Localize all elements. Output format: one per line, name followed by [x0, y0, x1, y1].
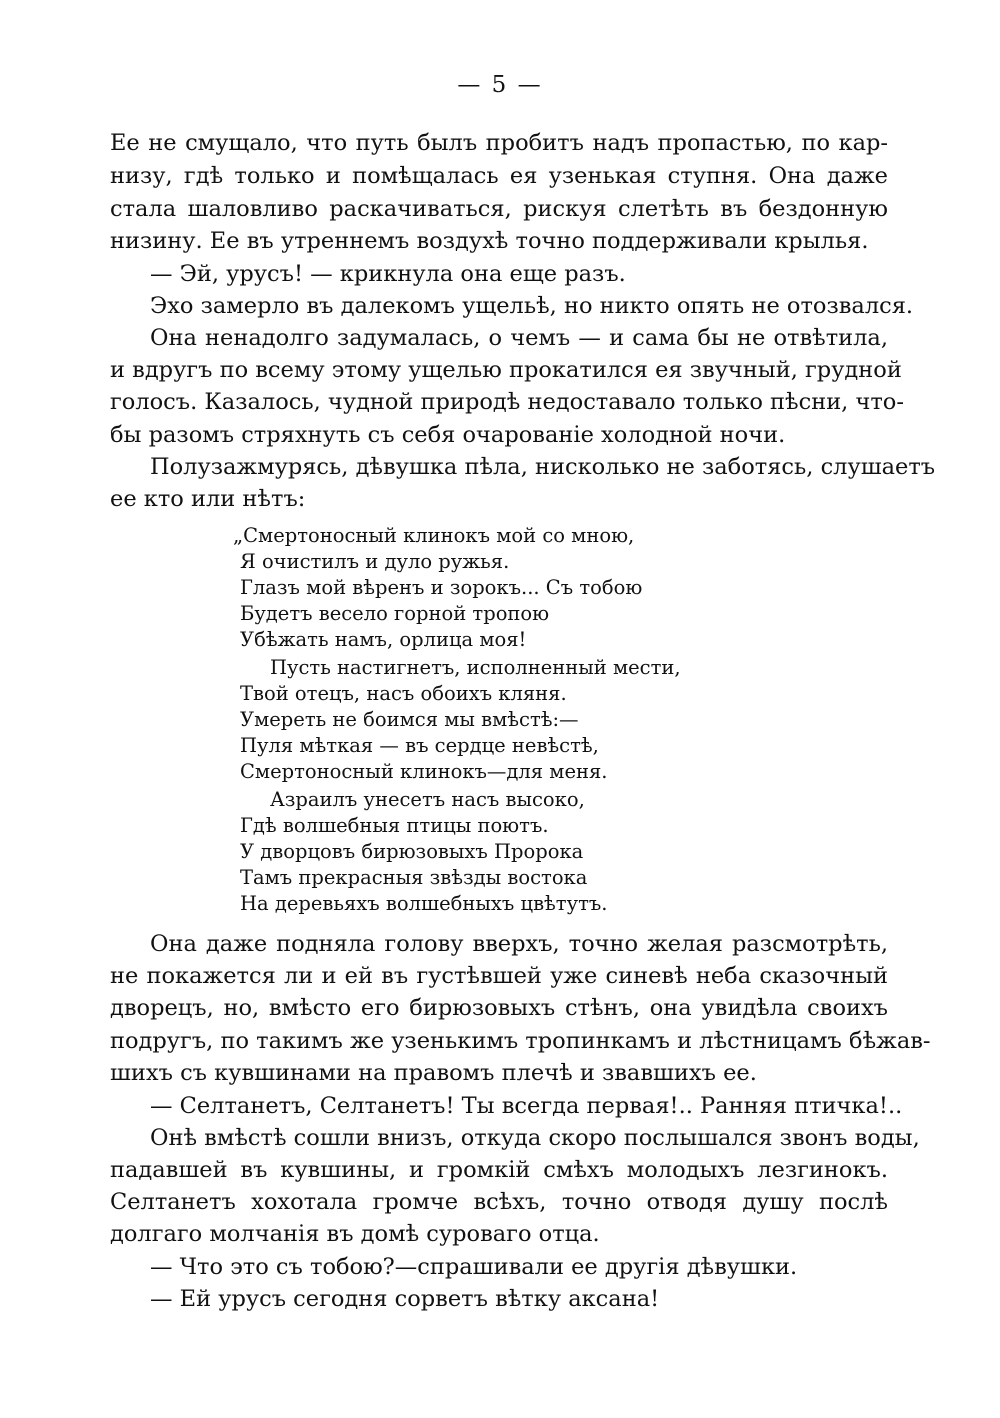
verse-line: Пусть настигнетъ, исполненный мести, — [270, 656, 681, 679]
verse-line: „Смертоносный клинокъ мой со мною, — [233, 524, 635, 547]
body-line: Она даже подняла голову вверхъ, точно желая разсмотрѣть, — [150, 931, 888, 957]
body-line: не покажется ли и ей въ густѣвшей уже синевѣ неба сказочный — [110, 963, 888, 989]
page-number: — 5 — — [457, 72, 543, 98]
body-line: и вдругъ по всему этому ущелью прокатился ея звучный, грудной — [110, 357, 902, 383]
body-line: Ее не смущало, что путь былъ пробитъ надъ пропастью, по кар- — [110, 130, 888, 156]
verse-line: Убѣжать намъ, орлица моя! — [240, 628, 527, 651]
verse-line: Тамъ прекрасныя звѣзды востока — [240, 866, 588, 889]
dialogue-line: — Эй, урусъ! — крикнула она еще разъ. — [150, 261, 626, 287]
dialogue-line: — Что это съ тобою?—спрашивали ее другія дѣвушки. — [150, 1254, 798, 1280]
body-line: Онѣ вмѣстѣ сошли внизъ, откуда скоро послышался звонъ воды, — [150, 1125, 920, 1151]
verse-line: Умереть не боимся мы вмѣстѣ:— — [240, 708, 579, 731]
verse-line: Будетъ весело горной тропою — [240, 602, 550, 625]
verse-line: Глазъ мой вѣренъ и зорокъ... Съ тобою — [240, 576, 643, 599]
body-line: голосъ. Казалось, чудной природѣ недоставало только пѣсни, что- — [110, 389, 904, 415]
body-line: Она ненадолго задумалась, о чемъ — и сама бы не отвѣтила, — [150, 325, 888, 351]
body-line: подругъ, по такимъ же узенькимъ тропинкамъ и лѣстницамъ бѣжав- — [110, 1028, 931, 1054]
verse-line: Азраилъ унесетъ насъ высоко, — [270, 788, 585, 811]
verse-line: Гдѣ волшебныя птицы поютъ. — [240, 814, 549, 837]
body-line: бы разомъ стряхнуть съ себя очарованіе холодной ночи. — [110, 422, 786, 448]
body-line: Селтанетъ хохотала громче всѣхъ, точно отводя душу послѣ — [110, 1189, 888, 1215]
verse-line: На деревьяхъ волшебныхъ цвѣтутъ. — [240, 892, 608, 915]
verse-line: Я очистилъ и дуло ружья. — [240, 550, 510, 573]
dialogue-line: — Селтанетъ, Селтанетъ! Ты всегда первая!.. Ранняя птичка!.. — [150, 1093, 903, 1119]
body-line: долгаго молчанія въ домѣ суроваго отца. — [110, 1221, 600, 1247]
verse-line: Пуля мѣткая — въ сердце невѣстѣ, — [240, 734, 599, 757]
body-line: Полузажмурясь, дѣвушка пѣла, нисколько не заботясь, слушаетъ — [150, 454, 936, 480]
body-line: шихъ съ кувшинами на правомъ плечѣ и звавшихъ ее. — [110, 1060, 757, 1086]
verse-line: Смертоносный клинокъ—для меня. — [240, 760, 608, 783]
body-line: ее кто или нѣтъ: — [110, 486, 306, 512]
body-line: падавшей въ кувшины, и громкій смѣхъ молодыхъ лезгинокъ. — [110, 1157, 888, 1183]
body-line: низу, гдѣ только и помѣщалась ея узенькая ступня. Она даже — [110, 163, 888, 189]
body-line: стала шаловливо раскачиваться, рискуя слетѣть въ бездонную — [110, 196, 888, 222]
dialogue-line: — Ей урусъ сегодня сорветъ вѣтку аксана! — [150, 1286, 660, 1312]
body-line: дворецъ, но, вмѣсто его бирюзовыхъ стѣнъ, она увидѣла своихъ — [110, 995, 888, 1021]
body-line: низину. Ее въ утреннемъ воздухѣ точно поддерживали крылья. — [110, 228, 869, 254]
verse-line: У дворцовъ бирюзовыхъ Пророка — [240, 840, 584, 863]
verse-line: Твой отецъ, насъ обоихъ кляня. — [240, 682, 567, 705]
body-line: Эхо замерло въ далекомъ ущельѣ, но никто опять не отозвался. — [150, 293, 914, 319]
